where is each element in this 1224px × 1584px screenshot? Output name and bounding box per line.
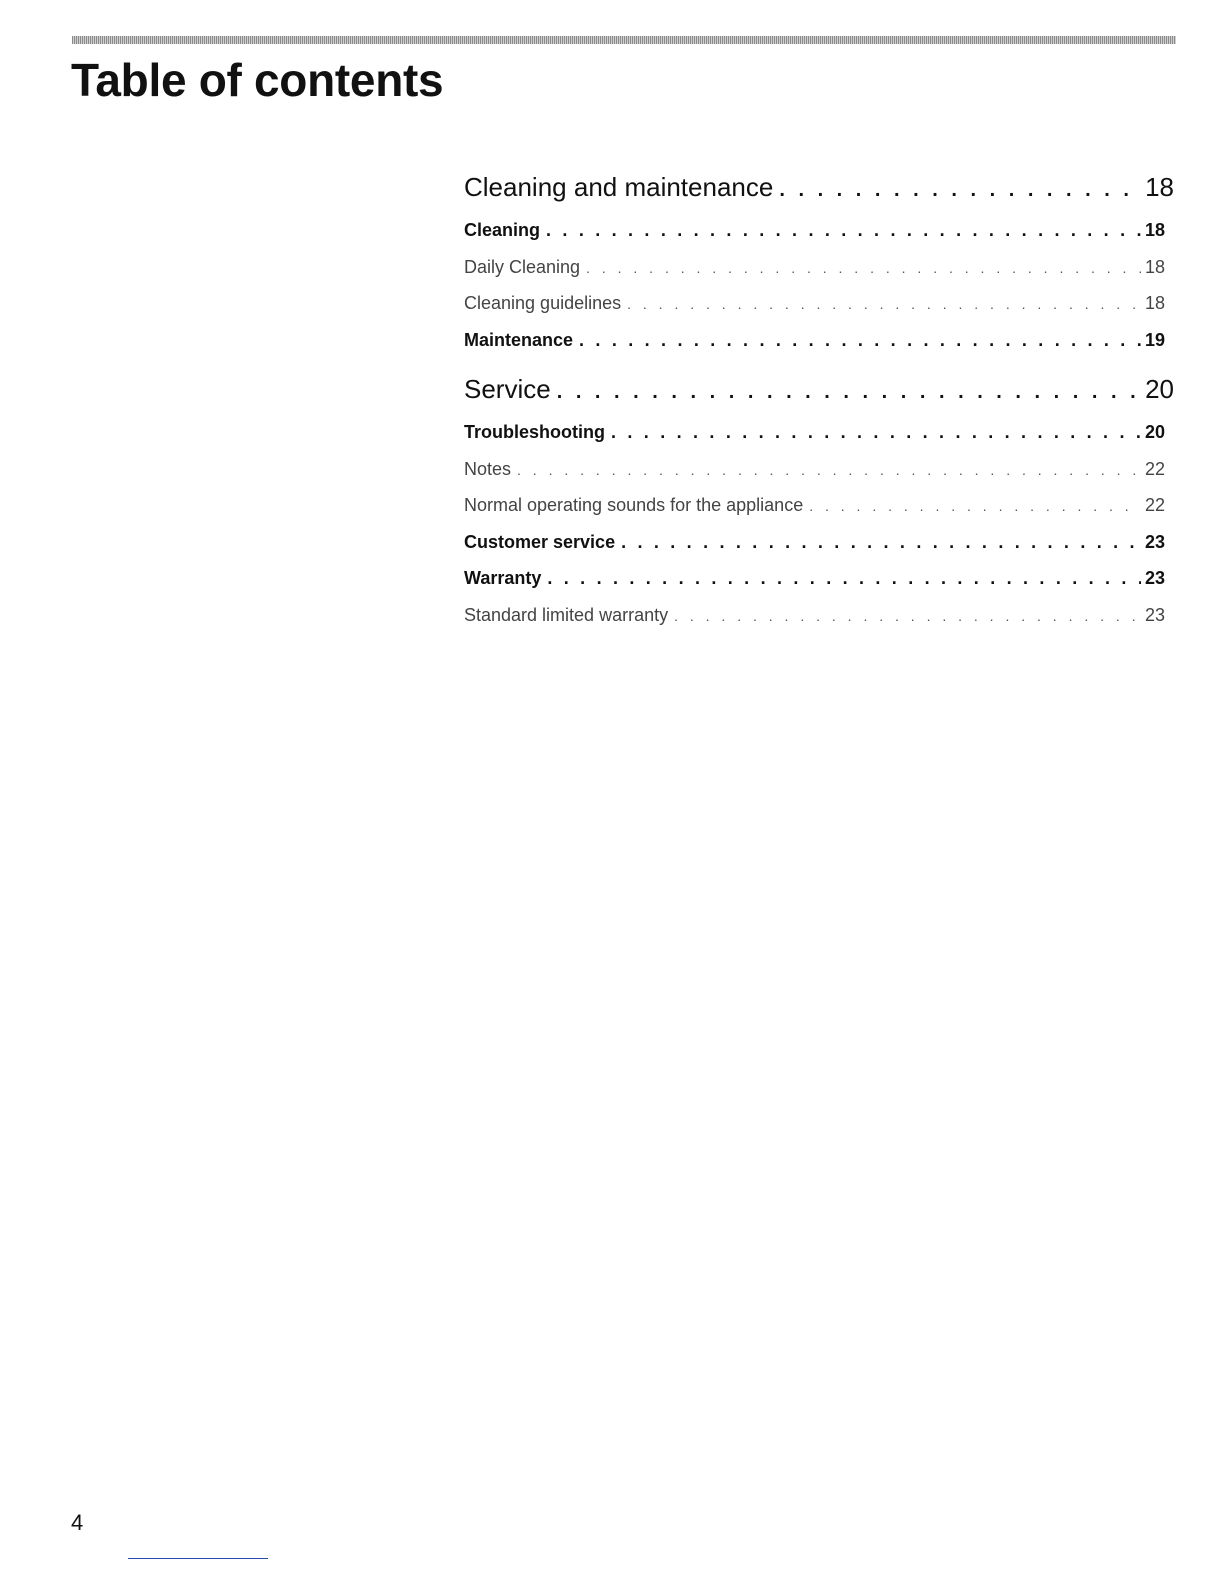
toc-entry[interactable] — [464, 487, 1165, 524]
dot-leader — [621, 524, 1141, 561]
toc-entry-label: Maintenance — [464, 329, 574, 350]
toc-entry-label: Cleaning guidelines — [464, 293, 622, 313]
toc-entry-label: Daily Cleaning — [464, 256, 581, 277]
dot-leader — [586, 250, 1141, 286]
toc-entry-label: Standard limited warranty — [464, 604, 669, 625]
toc-heading[interactable] — [464, 168, 1174, 206]
toc-entry-page: 19 — [1144, 329, 1165, 350]
page-number: 4 — [71, 1510, 84, 1535]
toc-entry[interactable] — [464, 597, 1165, 634]
toc-entry-page: 23 — [1144, 568, 1165, 588]
toc-entry-page: 23 — [1144, 531, 1165, 552]
toc-heading-page: 18 — [1145, 172, 1174, 202]
dot-leader — [809, 488, 1141, 524]
toc-entry[interactable] — [464, 285, 1165, 322]
toc-entry-label: Notes — [464, 458, 512, 479]
toc-entry[interactable] — [464, 560, 1165, 597]
toc-entry[interactable] — [464, 524, 1165, 561]
dot-leader — [547, 560, 1141, 597]
dot-leader — [674, 598, 1141, 634]
toc-entry-label: Warranty — [464, 568, 542, 588]
toc-entry-page: 20 — [1144, 422, 1165, 442]
toc-entry-page: 22 — [1144, 495, 1165, 515]
footer-rule — [128, 1558, 268, 1559]
toc-entry-page: 18 — [1144, 220, 1165, 240]
toc-heading-label: Service — [464, 374, 551, 404]
toc-entry[interactable] — [464, 212, 1165, 249]
toc-heading-label: Cleaning and maintenance — [464, 172, 774, 202]
dot-leader — [627, 286, 1141, 322]
dot-leader — [517, 452, 1141, 488]
toc-entry[interactable] — [464, 249, 1165, 286]
toc-entry[interactable] — [464, 414, 1165, 451]
toc-heading[interactable] — [464, 370, 1174, 408]
toc-entry-label: Cleaning — [464, 220, 541, 240]
toc-section-cleaning-and-maintenance — [464, 168, 1174, 358]
toc-entry-page: 22 — [1144, 458, 1165, 479]
toc-entry[interactable] — [464, 322, 1165, 359]
dot-leader — [579, 322, 1141, 359]
toc-entry-page: 18 — [1144, 256, 1165, 277]
toc-entry-label: Troubleshooting — [464, 422, 605, 442]
toc-heading-page: 20 — [1145, 374, 1174, 404]
dot-leader — [546, 212, 1141, 249]
toc-entry[interactable] — [464, 451, 1165, 488]
toc-entry-label: Customer service — [464, 531, 616, 552]
toc-entry-label: Normal operating sounds for the appliance — [464, 495, 804, 515]
header-rule — [72, 36, 1176, 44]
toc-entry-page: 18 — [1144, 293, 1165, 313]
toc-entry-page: 23 — [1144, 604, 1165, 625]
toc-section-service — [464, 370, 1174, 633]
table-of-contents — [464, 168, 1174, 645]
page-title: Table of contents — [71, 54, 444, 106]
dot-leader — [557, 373, 1141, 408]
dot-leader — [779, 171, 1141, 206]
dot-leader — [611, 414, 1141, 451]
